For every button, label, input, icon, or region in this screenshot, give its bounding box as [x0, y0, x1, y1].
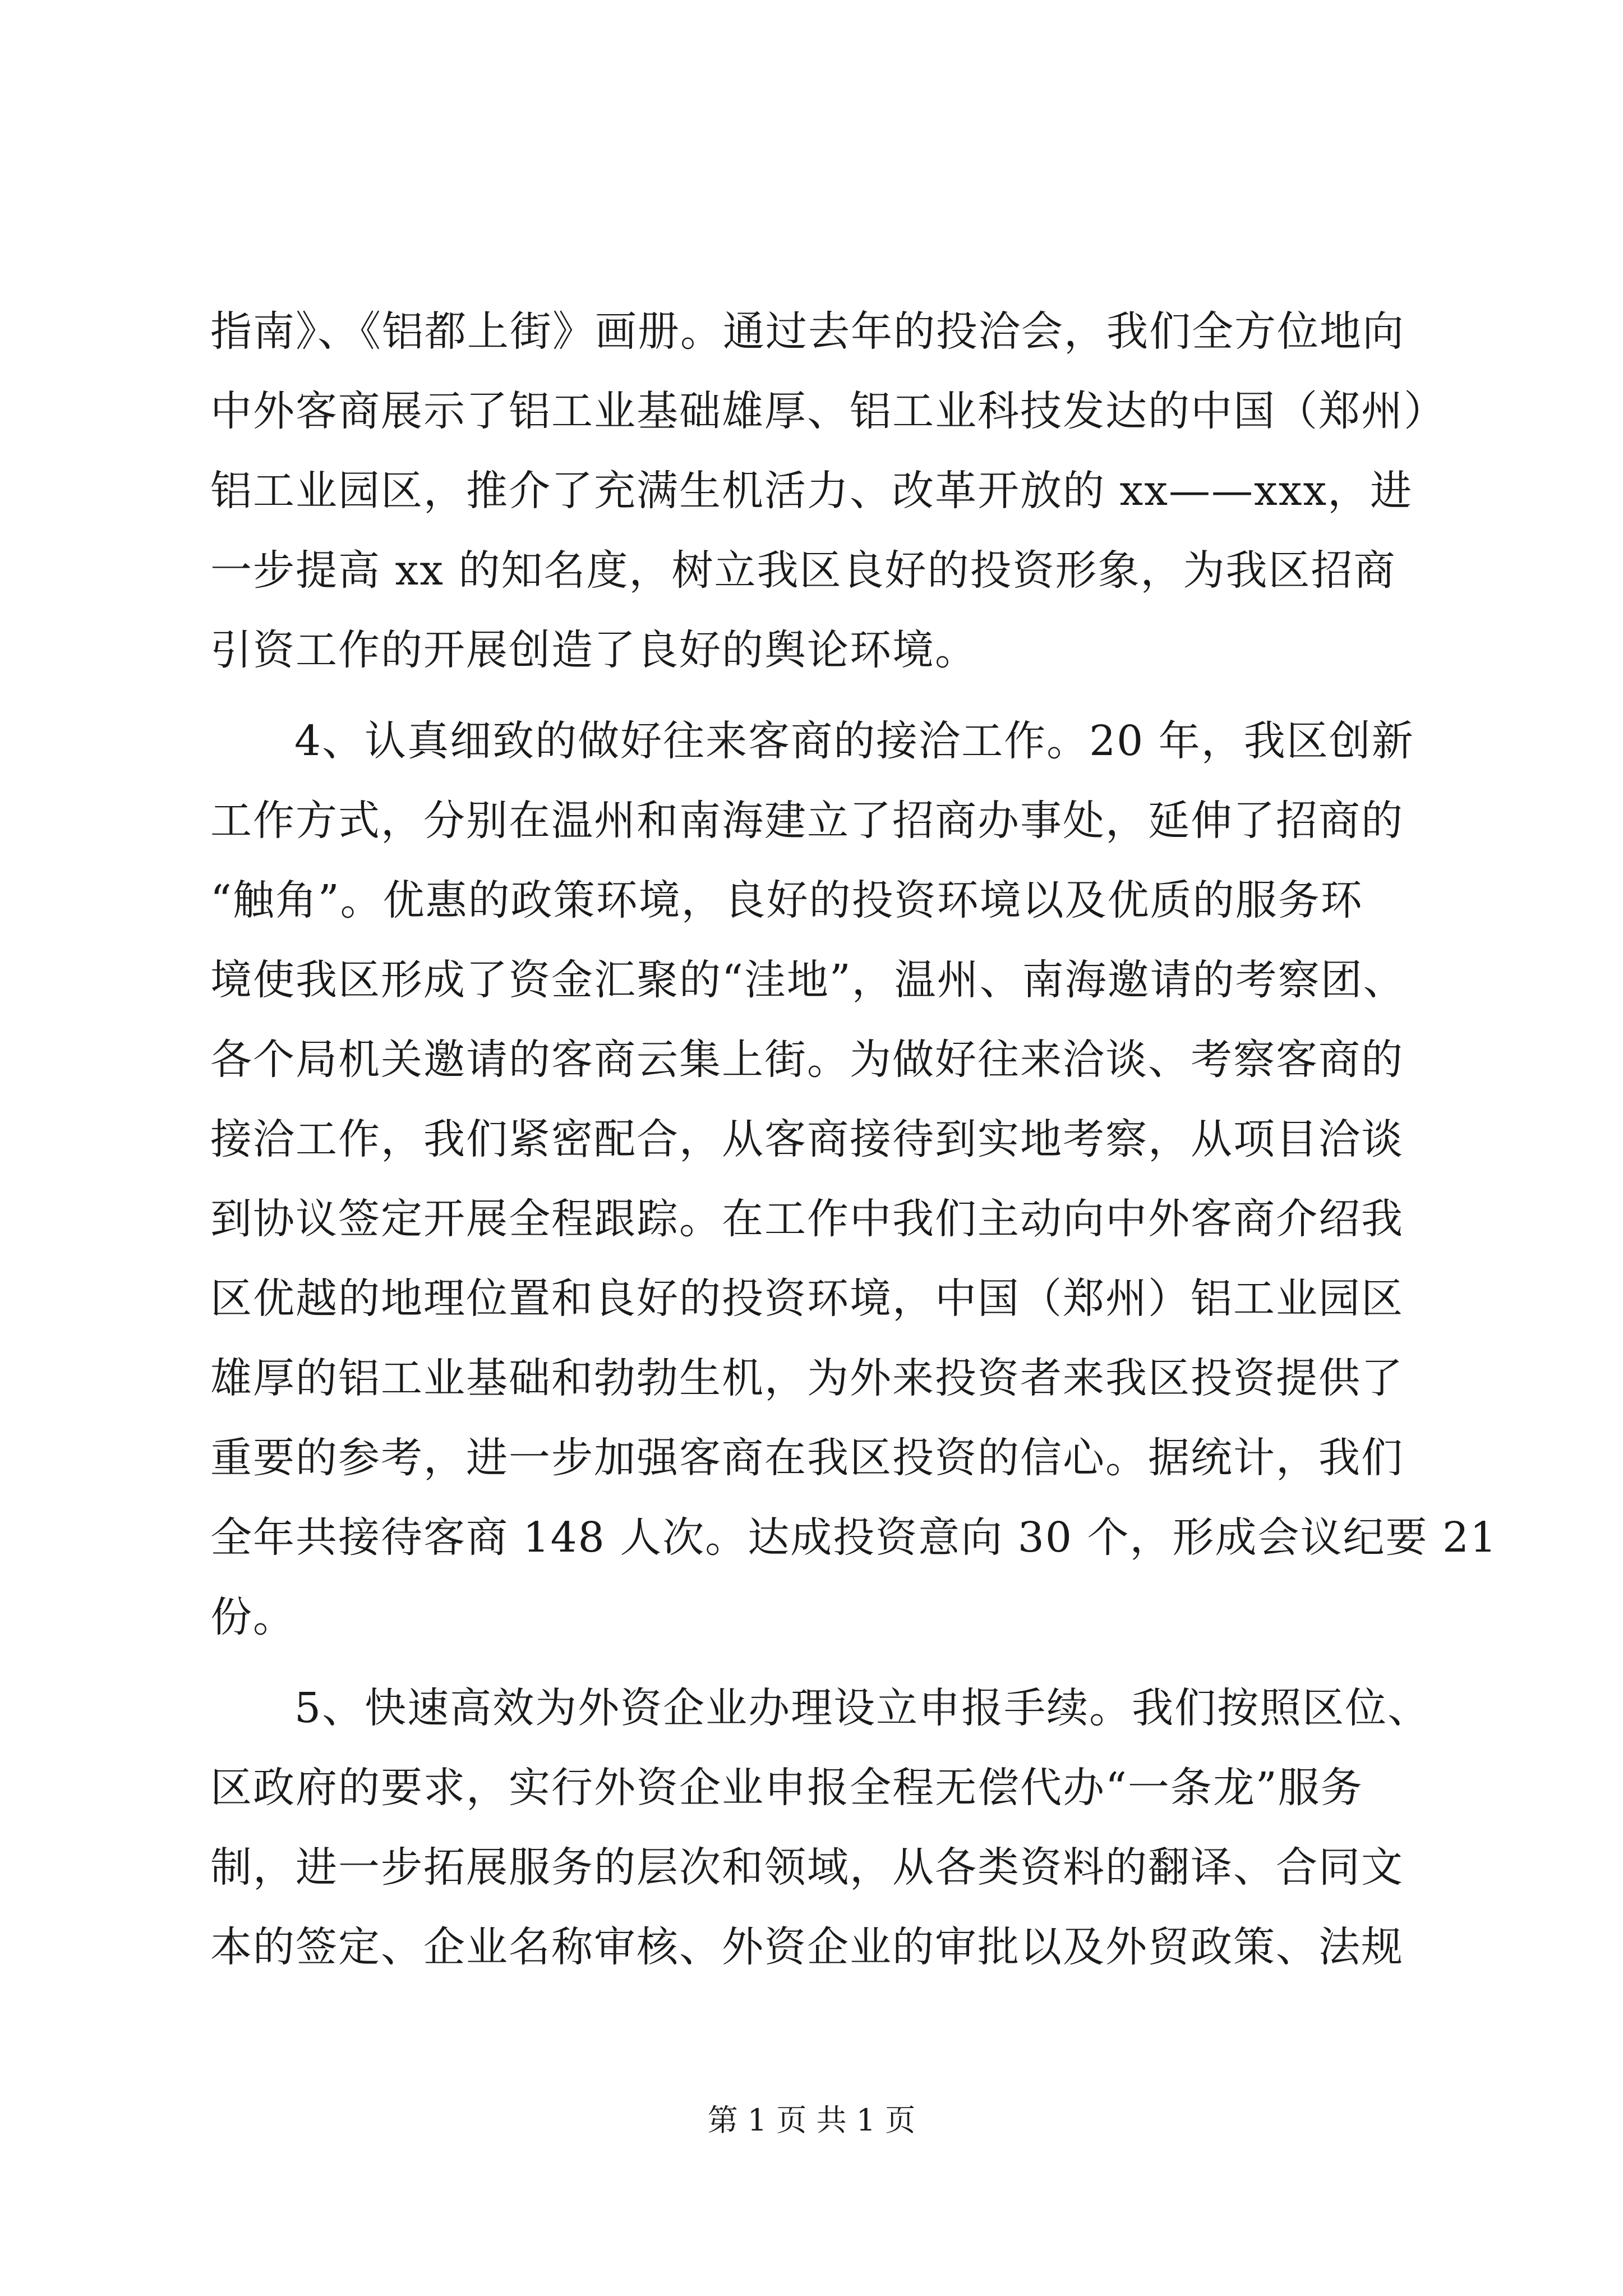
text-line: 全年共接待客商 148 人次。达成投资意向 30 个，形成会议纪要 21 [210, 1513, 1498, 1562]
text-line: 引资工作的开展创造了良好的舆论环境。 [210, 626, 978, 674]
text-line: 区政府的要求，实行外资企业申报全程无偿代办“一条龙”服务 [210, 1764, 1363, 1812]
text-line: 各个局机关邀请的客商云集上街。为做好往来洽谈、考察客商的 [210, 1036, 1404, 1084]
text-line: 到协议签定开展全程跟踪。在工作中我们主动向中外客商介绍我 [210, 1195, 1404, 1243]
text-line: 中外客商展示了铝工业基础雄厚、铝工业科技发达的中国（郑州） [210, 387, 1446, 435]
text-line: 区优越的地理位置和良好的投资环境，中国（郑州）铝工业园区 [210, 1274, 1404, 1323]
text-line: 本的签定、企业名称审核、外资企业的审批以及外贸政策、法规 [210, 1923, 1404, 1971]
text-line: 份。 [210, 1593, 296, 1641]
text-line: “触角”。优惠的政策环境，良好的投资环境以及优质的服务环 [210, 876, 1363, 924]
paragraph-5-start: 5、快速高效为外资企业办理设立申报手续。我们按照区位、 [294, 1684, 1431, 1732]
page-number-footer: 第 1 页 共 1 页 [707, 2102, 916, 2138]
text-line: 接洽工作，我们紧密配合，从客商接待到实地考察，从项目洽谈 [210, 1115, 1404, 1163]
text-line: 工作方式，分别在温州和南海建立了招商办事处，延伸了招商的 [210, 797, 1404, 845]
text-line: 制，进一步拓展服务的层次和领域，从各类资料的翻译、合同文 [210, 1843, 1404, 1892]
text-line: 铝工业园区，推介了充满生机活力、改革开放的 xx——xxx，进 [210, 467, 1413, 515]
text-line: 指南》、《铝都上街》画册。通过去年的投洽会，我们全方位地向 [210, 307, 1405, 356]
text-line: 雄厚的铝工业基础和勃勃生机，为外来投资者来我区投资提供了 [210, 1354, 1404, 1402]
text-line: 一步提高 xx 的知名度，树立我区良好的投资形象，为我区招商 [210, 546, 1396, 595]
body-text [210, 292, 1498, 1987]
paragraph-4-start: 4、认真细致的做好往来客商的接洽工作。20 年，我区创新 [294, 717, 1414, 765]
text-line: 重要的参考，进一步加强客商在我区投资的信心。据统计，我们 [210, 1434, 1404, 1482]
text-line: 境使我区形成了资金汇聚的“洼地”，温州、南海邀请的考察团、 [210, 956, 1406, 1004]
